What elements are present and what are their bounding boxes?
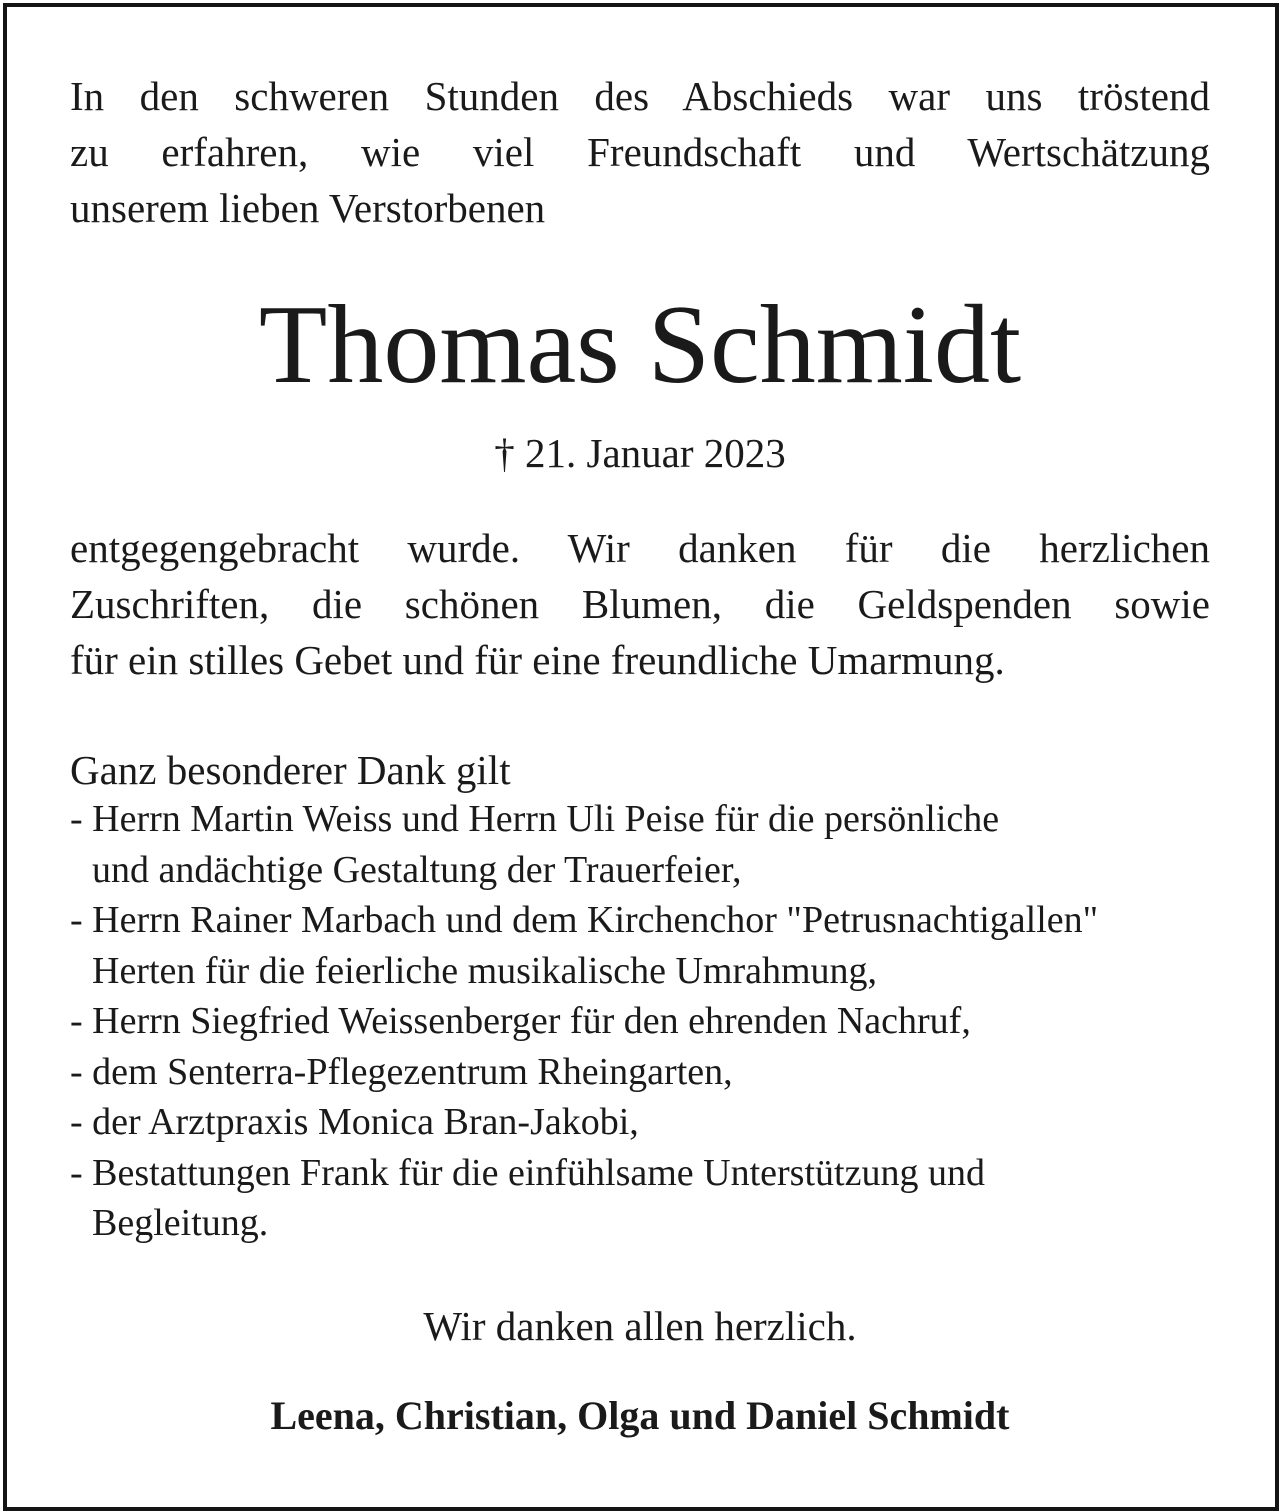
body-line: entgegengebracht wurde. Wir danken für die herzlichen: [70, 525, 1210, 571]
thanks-list-item-continuation: Herten für die feierliche musikalische Umrahmung,: [92, 949, 878, 992]
intro-paragraph: [70, 68, 1210, 236]
closing-line: Wir danken allen herzlich.: [423, 1303, 857, 1349]
deceased-name: Thomas Schmidt: [258, 283, 1022, 407]
intro-line: unserem lieben Verstorbenen: [70, 185, 546, 231]
body-line: für ein stilles Gebet und für eine freundliche Umarmung.: [70, 637, 1005, 683]
thanks-list-item-continuation: Begleitung.: [92, 1202, 269, 1244]
body-line: Zuschriften, die schönen Blumen, die Geldspenden sowie: [70, 581, 1210, 627]
thanks-list-item: - dem Senterra-Pflegezentrum Rheingarten,: [70, 1050, 733, 1093]
intro-line: zu erfahren, wie viel Freundschaft und Wertschätzung: [70, 129, 1210, 175]
thanks-list-item: - der Arztpraxis Monica Bran-Jakobi,: [70, 1101, 639, 1143]
body-paragraph: [70, 520, 1210, 688]
thanks-list-item: - Herrn Rainer Marbach und dem Kirchenchor "Petrusnachtigallen": [70, 899, 1099, 941]
intro-line: In den schweren Stunden des Abschieds war uns tröstend: [70, 73, 1210, 119]
signature: Leena, Christian, Olga und Daniel Schmidt: [270, 1393, 1010, 1438]
thanks-list: [70, 794, 1270, 1249]
thanks-list-item: - Herrn Martin Weiss und Herrn Uli Peise für die persönliche: [70, 798, 1000, 840]
death-date: † 21. Januar 2023: [494, 430, 786, 476]
thanks-list-item-continuation: und andächtige Gestaltung der Trauerfeier,: [92, 848, 742, 891]
thanks-list-item: - Bestattungen Frank für die einfühlsame Unterstützung und: [70, 1151, 985, 1194]
thanks-heading: Ganz besonderer Dank gilt: [70, 747, 511, 793]
thanks-list-item: - Herrn Siegfried Weissenberger für den ehrenden Nachruf,: [70, 1000, 971, 1042]
